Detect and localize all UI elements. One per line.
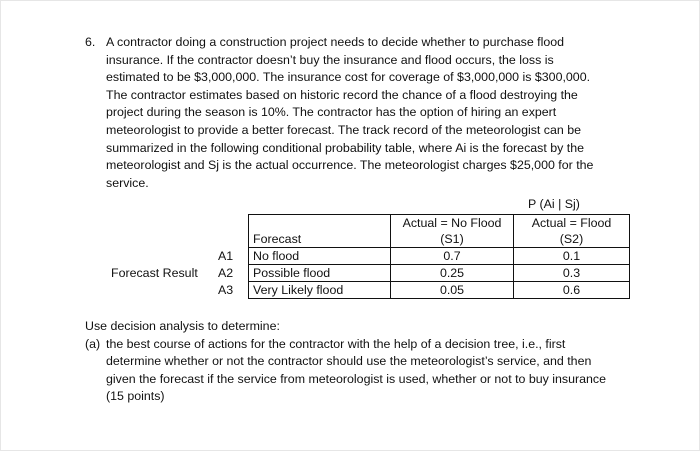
question-line: service.: [106, 175, 149, 190]
header-no-flood: Actual = No Flood: [391, 215, 514, 232]
header-s1: (S1): [391, 231, 514, 248]
question-line: estimated to be $3,000,000. The insurance cost for coverage of $3,000,000 is $300,000.: [106, 70, 591, 85]
s1-value: 0.7: [391, 248, 514, 265]
s2-value: 0.3: [514, 265, 630, 282]
row-id-a2: A2: [218, 266, 234, 280]
forecast-result-label: Forecast Result: [111, 266, 198, 280]
forecast-cell: Very Likely flood: [249, 282, 391, 299]
question-number: 6.: [85, 35, 96, 49]
forecast-cell: No flood: [249, 248, 391, 265]
table-header-row-2: [249, 231, 630, 248]
question-line: The contractor estimates based on historic record the chance of a flood destroying the: [106, 87, 578, 102]
s2-value: 0.6: [514, 282, 630, 299]
question-6: [87, 34, 622, 192]
question-text: [106, 34, 622, 192]
instructions-intro: Use decision analysis to determine:: [85, 319, 280, 333]
question-line: insurance. If the contractor doesn’t buy the insurance and flood occurs, the loss is: [106, 52, 554, 67]
question-line: A contractor doing a construction project needs to decide whether to purchase flood: [106, 35, 565, 49]
conditional-probability-table: [248, 214, 630, 299]
part-a-label: (a): [85, 336, 101, 351]
table-row: [249, 282, 630, 299]
row-id-a1: A1: [218, 249, 234, 263]
question-line: summarized in the following conditional probability table, where Ai is the forecast by the: [106, 140, 584, 155]
part-a-text: the best course of actions for the contractor with the help of a decision tree, i.e., first: [106, 336, 566, 351]
s2-value: 0.1: [514, 248, 630, 265]
probability-label: P (Ai | Sj): [528, 197, 580, 211]
question-line: project during the season is 10%. The contractor has the option of hiring an expert: [106, 105, 557, 120]
header-flood: Actual = Flood: [514, 215, 630, 232]
part-a-line: given the forecast if the service from meteorologist is used, whether or not to buy insurance: [106, 371, 607, 386]
part-a-line: (15 points): [106, 389, 165, 404]
forecast-cell: Possible flood: [249, 265, 391, 282]
s1-value: 0.25: [391, 265, 514, 282]
table-row: [249, 265, 630, 282]
table-row: [249, 248, 630, 265]
row-id-a3: A3: [218, 283, 234, 297]
table-header-row-1: [249, 215, 630, 232]
question-line: meteorologist and Sj is the actual occurrence. The meteorologist charges $25,000 for the: [106, 158, 594, 173]
instructions: [85, 318, 606, 406]
question-line: meteorologist to provide a better forecast. The track record of the meteorologist can be: [106, 122, 581, 137]
header-empty-cell: [249, 215, 391, 232]
s1-value: 0.05: [391, 282, 514, 299]
header-s2: (S2): [514, 231, 630, 248]
part-a-line: [85, 336, 606, 354]
header-forecast: Forecast: [249, 231, 391, 248]
part-a-line: determine whether or not the contractor should use the meteorologist’s service, and then: [106, 354, 592, 369]
